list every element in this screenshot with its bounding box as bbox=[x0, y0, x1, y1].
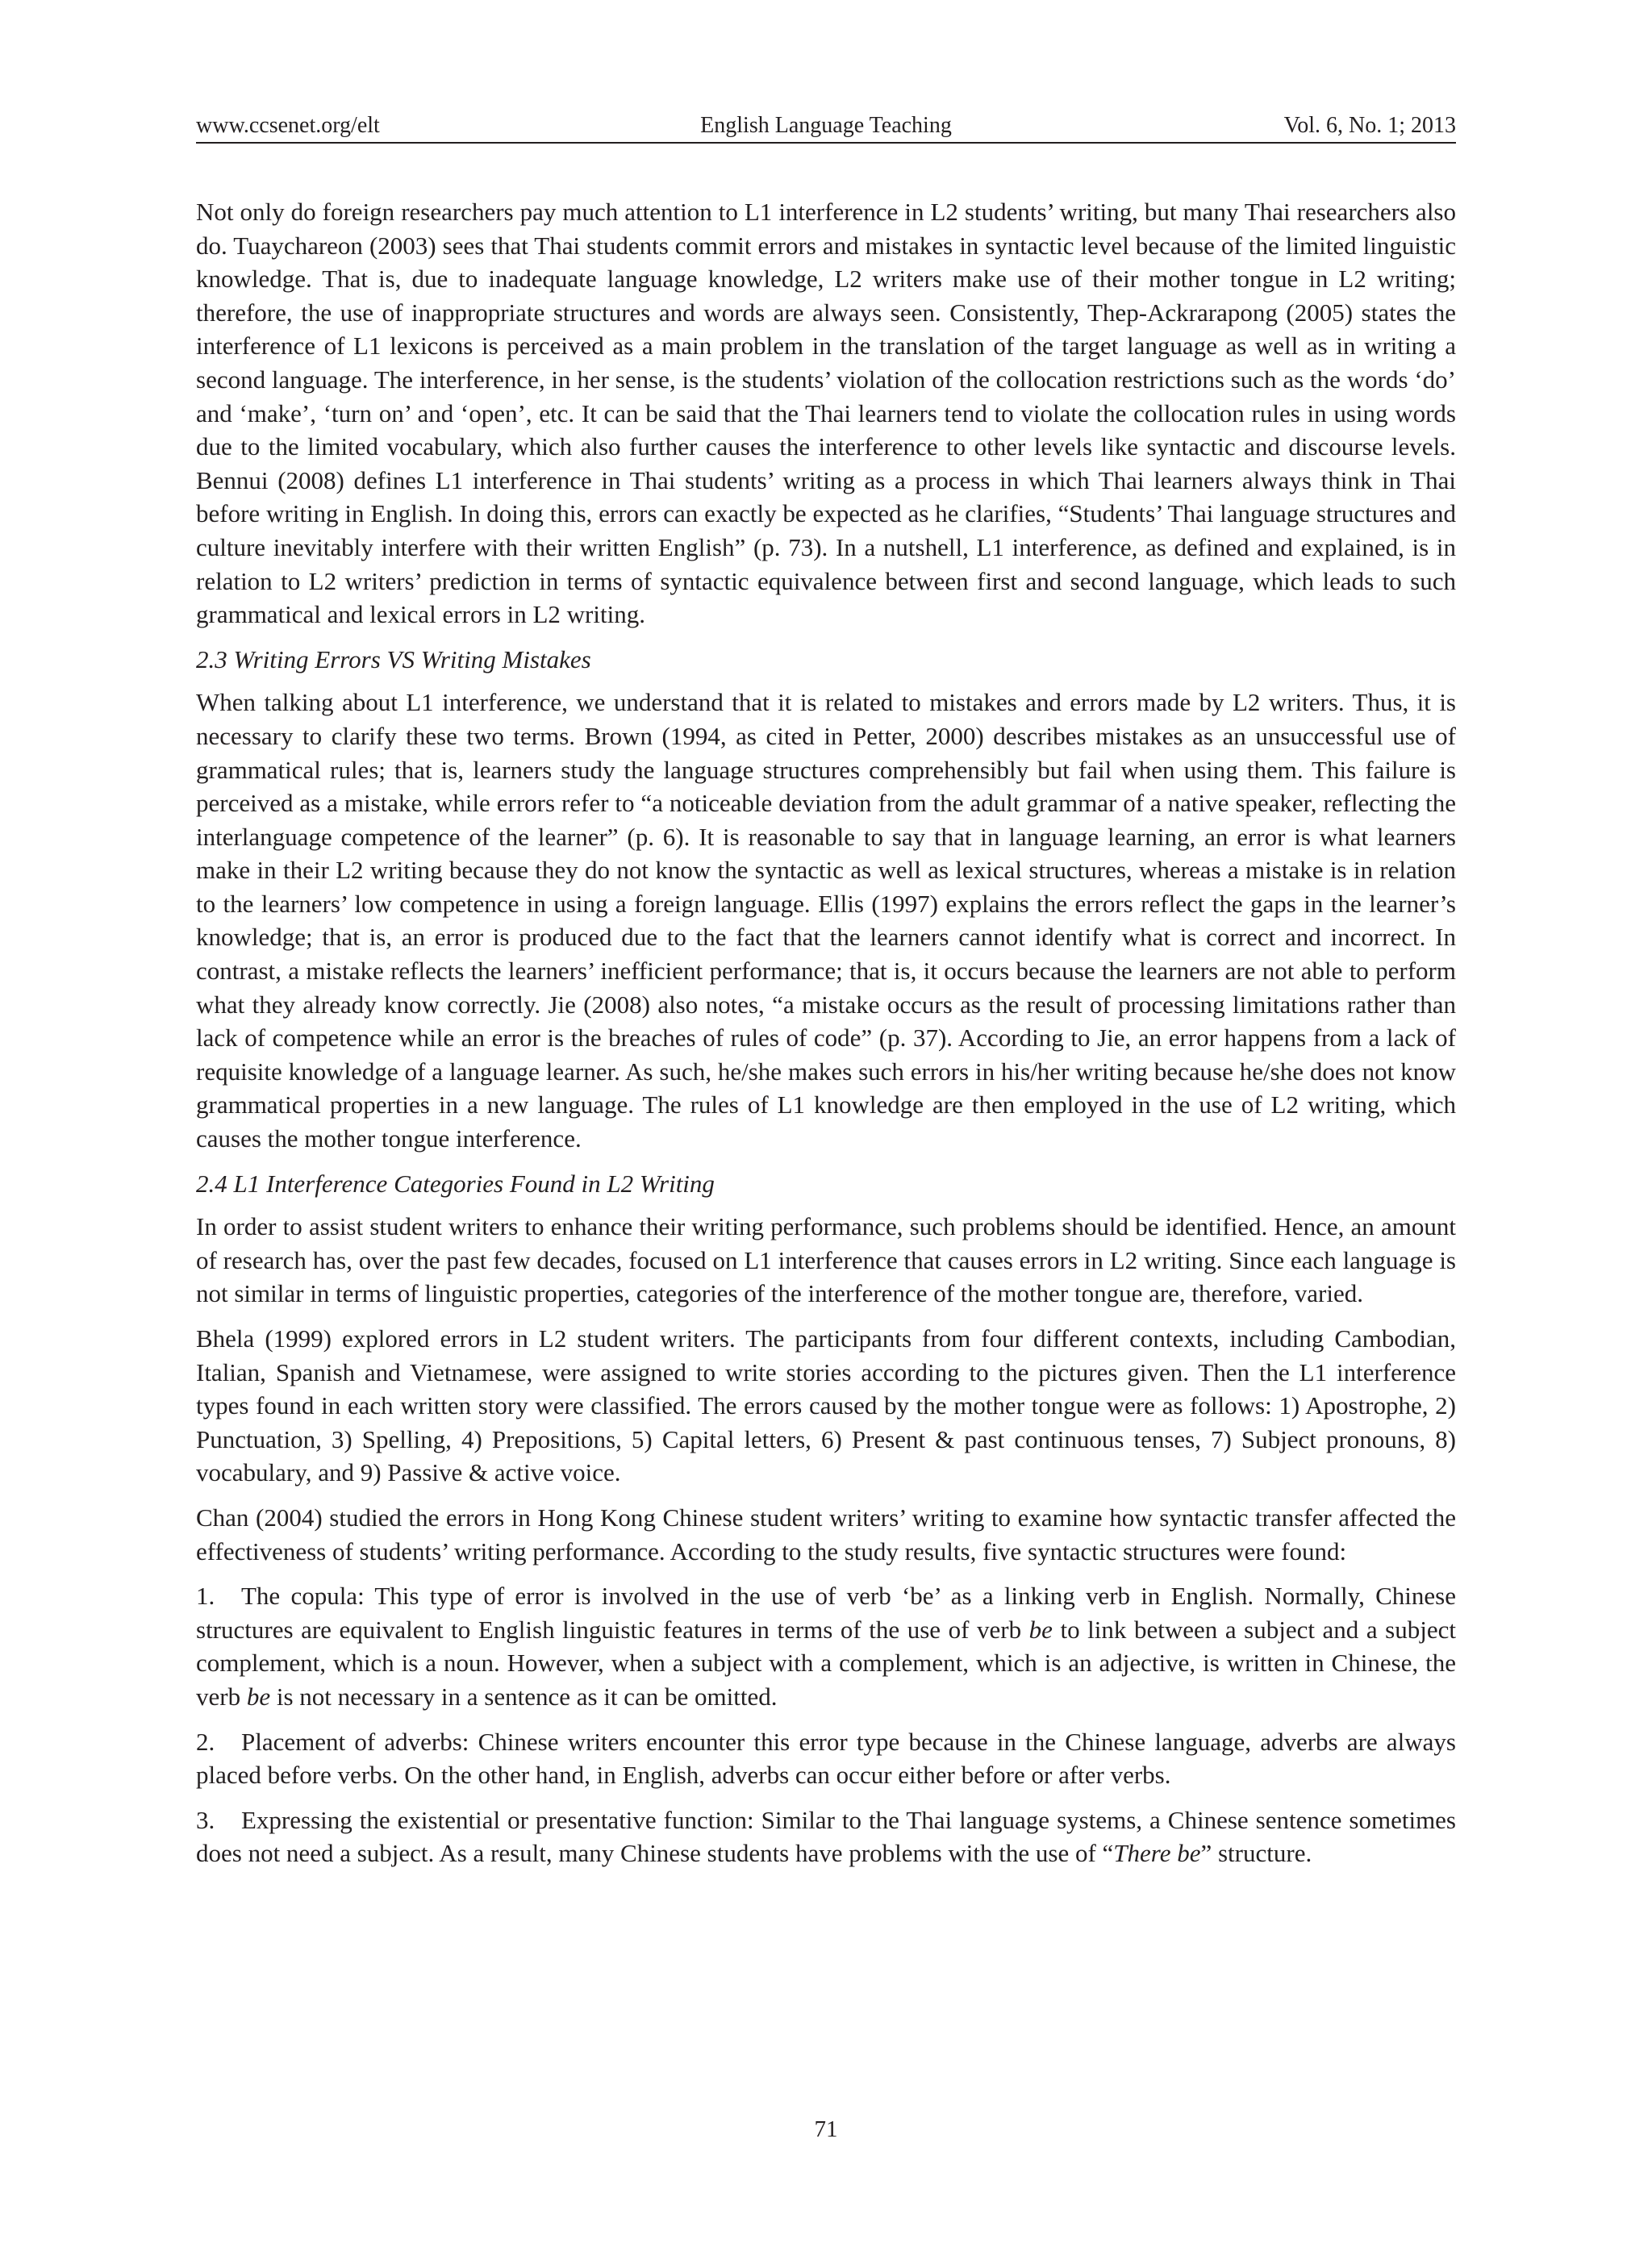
list-item-existential: 3. Expressing the existential or presentative function: Similar to the Thai language systems, a Chinese sentence sometimes does not need a subject. As a result, many Chinese students have problems with the use of “There be” structure. bbox=[196, 1803, 1456, 1870]
list-number: 1. bbox=[196, 1582, 215, 1611]
list-number: 2. bbox=[196, 1727, 215, 1756]
paragraph-chan: Chan (2004) studied the errors in Hong Kong Chinese student writers’ writing to examine how syntactic transfer affected the effectiveness of students’ writing performance. According to the study results, five syntactic structures were found: bbox=[196, 1503, 1456, 1566]
paragraph-categories-intro: In order to assist student writers to enhance their writing performance, such problems should be identified. Hence, an amount of research has, over the past few decades, focused on L1 interference that causes errors in L2 writing. Since each language is not similar in terms of linguistic properties, categories of the interference of the mother tongue are, therefore, varied. bbox=[196, 1212, 1456, 1308]
running-header bbox=[196, 110, 1456, 144]
paragraph-bhela: Bhela (1999) explored errors in L2 student writers. The participants from four different contexts, including Cambodian, Italian, Spanish and Vietnamese, were assigned to write stories according to the pictures given. Then the L1 interference types found in each written story were classified. The errors caused by the mother tongue were as follows: 1) Apostrophe, 2) Punctuation, 3) Spelling, 4) Prepositions, 5) Capital letters, 6) Present & past continuous tenses, 7) Subject pronouns, 8) vocabulary, and 9) Passive & active voice. bbox=[196, 1324, 1456, 1487]
header-rule bbox=[196, 142, 1456, 144]
section-heading-2-4: 2.4 L1 Interference Categories Found in L2 Writing bbox=[196, 1169, 715, 1198]
list-item-copula: 1. The copula: This type of error is involved in the use of verb ‘be’ as a linking verb in English. Normally, Chinese structures are equivalent to English linguistic features in terms of the use of verb be to link between a subject and a subject complement, which is a noun. However, when a subject with a complement, which is an adjective, is written in Chinese, the verb be is not necessary in a sentence as it can be omitted. bbox=[196, 1579, 1456, 1713]
page-number: 71 bbox=[814, 2116, 838, 2142]
list-number: 3. bbox=[196, 1805, 215, 1834]
paragraph-l1-thai: Not only do foreign researchers pay much attention to L1 interference in L2 students’ writing, but many Thai researchers also do. Tuaychareon (2003) sees that Thai students commit errors and mistakes in syntactic level because of the limited linguistic knowledge. That is, due to inadequate language knowledge, L2 writers make use of their mother tongue in L2 writing; therefore, the use of inappropriate structures and words are always seen. Consistently, Thep-Ackrarapong (2005) states the interference of L1 lexicons is perceived as a main problem in the translation of the target language as well as in writing a second language. The interference, in her sense, is the students’ violation of the collocation restrictions such as the words ‘do’ and ‘make’, ‘turn on’ and ‘open’, etc. It can be said that the Thai learners tend to violate the collocation rules in using words due to the limited vocabulary, which also further causes the interference to other levels like syntactic and discourse levels. Bennui (2008) defines L1 interference in Thai students’ writing as a process in which Thai learners always think in Thai before writing in English. In doing this, errors can exactly be expected as he clarifies, “Students’ Thai language structures and culture inevitably interfere with their written English” (p. 73). In a nutshell, L1 interference, as defined and explained, is in relation to L2 writers’ prediction in terms of syntactic equivalence between first and second language, which leads to such grammatical and lexical errors in L2 writing. bbox=[196, 198, 1456, 629]
body-text bbox=[196, 195, 1456, 1882]
paragraph-errors-vs-mistakes: When talking about L1 interference, we understand that it is related to mistakes and errors made by L2 writers. Thus, it is necessary to clarify these two terms. Brown (1994, as cited in Petter, 2000) describes mistakes as an unsuccessful use of grammatical rules; that is, learners study the language structures comprehensibly but fail when using them. This failure is perceived as a mistake, while errors refer to “a noticeable deviation from the adult grammar of a native speaker, reflecting the interlanguage competence of the learner” (p. 6). It is reasonable to say that in language learning, an error is what learners make in their L2 writing because they do not know the syntactic as well as lexical structures, whereas a mistake is in relation to the learners’ low competence in using a foreign language. Ellis (1997) explains the errors reflect the gaps in the learner’s knowledge; that is, an error is produced due to the fact that the learners cannot identify what is correct and incorrect. In contrast, a mistake reflects the learners’ inefficient performance; that is, it occurs because the learners are not able to perform what they already know correctly. Jie (2008) also notes, “a mistake occurs as the result of processing limitations rather than lack of competence while an error is the breaches of rules of code” (p. 37). According to Jie, an error happens from a lack of requisite knowledge of a language learner. As such, he/she makes such errors in his/her writing because he/she does not know grammatical properties in a new language. The rules of L1 knowledge are then employed in the use of L2 writing, which causes the mother tongue interference. bbox=[196, 688, 1456, 1153]
journal-title: English Language Teaching bbox=[700, 113, 952, 138]
section-heading-2-3: 2.3 Writing Errors VS Writing Mistakes bbox=[196, 644, 591, 673]
volume-info: Vol. 6, No. 1; 2013 bbox=[1283, 113, 1456, 138]
list-item-adverbs: 2. Placement of adverbs: Chinese writers encounter this error type because in the Chinese language, adverbs are always placed before verbs. On the other hand, in English, adverbs can occur either before or after verbs. bbox=[196, 1725, 1456, 1792]
journal-url: www.ccsenet.org/elt bbox=[196, 113, 380, 138]
